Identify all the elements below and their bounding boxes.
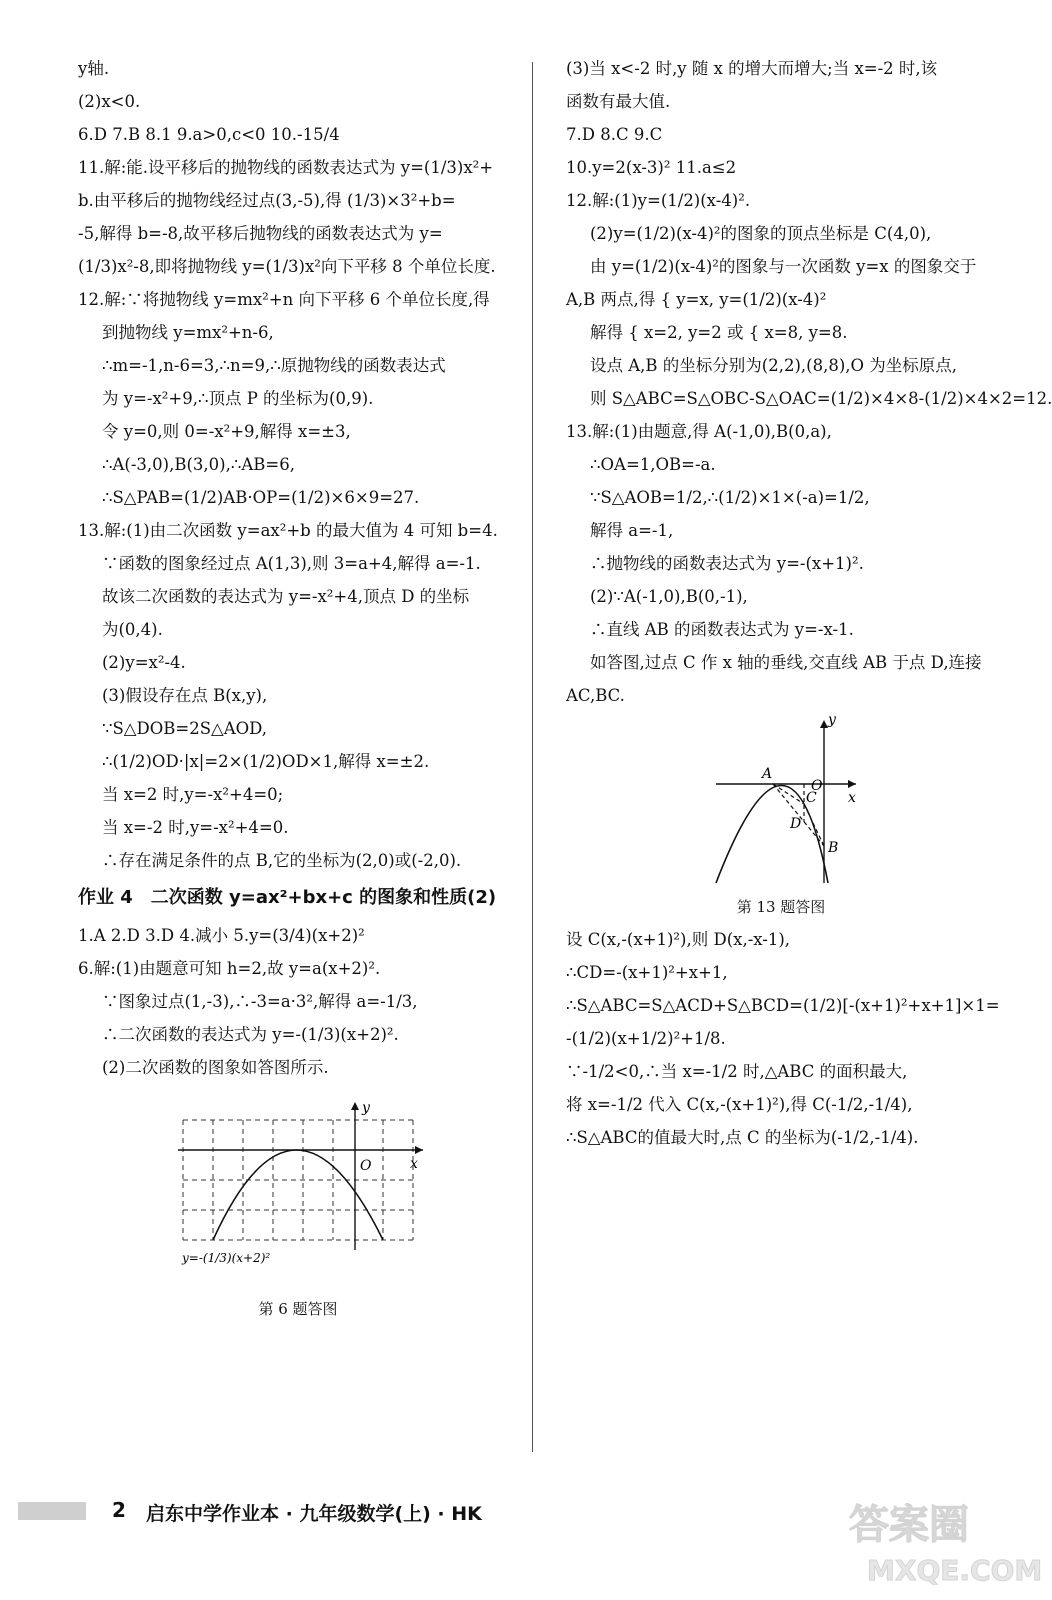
figure-13-caption: 第 13 题答图 xyxy=(736,898,826,916)
y-axis-label: y xyxy=(828,712,836,728)
watermark-url: MXQE.COM xyxy=(867,1554,1043,1587)
text-line: 到抛物线 y=mx²+n-6, xyxy=(102,323,274,342)
origin-label: O xyxy=(360,1158,372,1174)
text-line: ∴S△ABC的值最大时,点 C 的坐标为(-1/2,-1/4). xyxy=(566,1128,919,1147)
text-line: ∵S△DOB=2S△AOD, xyxy=(102,719,268,738)
parabola-curve xyxy=(213,1150,383,1240)
text-line: 13.解:(1)由题意,得 A(-1,0),B(0,a), xyxy=(566,422,832,441)
text-line: ∴CD=-(x+1)²+x+1, xyxy=(566,963,728,982)
text-line: 为 y=-x²+9,∴顶点 P 的坐标为(0,9). xyxy=(102,389,374,408)
text-line: -5,解得 b=-8,故平移后抛物线的函数表达式为 y= xyxy=(78,224,443,243)
text-line: 如答图,过点 C 作 x 轴的垂线,交直线 AB 于点 D,连接 xyxy=(590,653,982,672)
text-line: ∴S△PAB=(1/2)AB·OP=(1/2)×6×9=27. xyxy=(102,488,420,507)
point-a-label: A xyxy=(762,766,773,782)
text-line: 故该二次函数的表达式为 y=-x²+4,顶点 D 的坐标 xyxy=(102,587,470,606)
text-line: ∴(1/2)OD·|x|=2×(1/2)OD×1,解得 x=±2. xyxy=(102,752,430,771)
text-line: A,B 两点,得 { y=x, y=(1/2)(x-4)² xyxy=(566,290,827,309)
figure-13 xyxy=(566,712,996,917)
text-line: 1.A 2.D 3.D 4.减小 5.y=(3/4)(x+2)² xyxy=(78,926,365,945)
text-line: ∴A(-3,0),B(3,0),∴AB=6, xyxy=(102,455,295,474)
y-axis-arrow xyxy=(351,1102,359,1110)
text-line: 为(0,4). xyxy=(102,620,163,639)
right-column xyxy=(566,58,1052,1160)
text-line: AC,BC. xyxy=(566,686,625,705)
text-line: ∵-1/2<0,∴当 x=-1/2 时,△ABC 的面积最大, xyxy=(566,1062,908,1081)
figure-6-caption: 第 6 题答图 xyxy=(258,1300,338,1318)
y-axis-label: y xyxy=(362,1100,370,1116)
text-line: ∴S△ABC=S△ACD+S△BCD=(1/2)[-(x+1)²+x+1]×1= xyxy=(566,996,1000,1015)
y-axis-arrow xyxy=(820,720,828,728)
column-divider xyxy=(532,62,533,1452)
point-d-label: D xyxy=(790,816,802,832)
footer-decor-bar xyxy=(18,1502,86,1520)
x-axis-label: x xyxy=(848,790,856,806)
text-line: 13.解:(1)由二次函数 y=ax²+b 的最大值为 4 可知 b=4. xyxy=(78,521,498,540)
text-line: (1/3)x²-8,即将抛物线 y=(1/3)x²向下平移 8 个单位长度. xyxy=(78,257,496,276)
text-line: 12.解:∵将抛物线 y=mx²+n 向下平移 6 个单位长度,得 xyxy=(78,290,490,309)
text-line: 将 x=-1/2 代入 C(x,-(x+1)²),得 C(-1/2,-1/4), xyxy=(566,1095,913,1114)
book-title: 启东中学作业本 · 九年级数学(上) · HK xyxy=(146,1503,482,1525)
curve-label: y=-(1/3)(x+2)² xyxy=(182,1251,271,1265)
text-line: ∴OA=1,OB=-a. xyxy=(590,455,716,474)
text-line: ∵S△AOB=1/2,∴(1/2)×1×(-a)=1/2, xyxy=(590,488,870,507)
left-column xyxy=(78,58,518,1331)
text-line: ∴二次函数的表达式为 y=-(1/3)(x+2)². xyxy=(102,1025,399,1044)
section-title: 作业 4 二次函数 y=ax²+bx+c 的图象和性质(2) xyxy=(78,887,497,908)
text-line: 令 y=0,则 0=-x²+9,解得 x=±3, xyxy=(102,422,351,441)
text-line: (3)当 x<-2 时,y 随 x 的增大而增大;当 x=-2 时,该 xyxy=(566,59,938,78)
figure-13-graph xyxy=(566,712,996,888)
text-line: ∴存在满足条件的点 B,它的坐标为(2,0)或(-2,0). xyxy=(102,851,462,870)
text-line: 设点 A,B 的坐标分别为(2,2),(8,8),O 为坐标原点, xyxy=(590,356,958,375)
text-line: (2)y=(1/2)(x-4)²的图象的顶点坐标是 C(4,0), xyxy=(590,224,932,243)
text-line: b.由平移后的抛物线经过点(3,-5),得 (1/3)×3²+b= xyxy=(78,191,456,210)
figure-6 xyxy=(78,1090,518,1319)
origin-label: O xyxy=(811,778,823,794)
text-line: (2)二次函数的图象如答图所示. xyxy=(102,1058,329,1077)
page-number: 2 xyxy=(112,1498,126,1522)
text-line: 由 y=(1/2)(x-4)²的图象与一次函数 y=x 的图象交于 xyxy=(590,257,977,276)
watermark-logo xyxy=(839,1488,1043,1588)
watermark xyxy=(839,1488,1043,1588)
text-line: 10.y=2(x-3)² 11.a≤2 xyxy=(566,158,737,177)
point-b-label: B xyxy=(828,840,839,856)
text-line: 当 x=-2 时,y=-x²+4=0. xyxy=(102,818,289,837)
text-line: y轴. xyxy=(78,59,110,78)
x-axis-arrow xyxy=(415,1146,423,1154)
text-line: 当 x=2 时,y=-x²+4=0; xyxy=(102,785,284,804)
text-line: 解得 { x=2, y=2 或 { x=8, y=8. xyxy=(590,323,848,342)
text-line: (2)∵A(-1,0),B(0,-1), xyxy=(590,587,748,606)
text-line: (2)y=x²-4. xyxy=(102,653,186,672)
x-axis-label: x xyxy=(410,1156,418,1172)
text-line: 则 S△ABC=S△OBC-S△OAC=(1/2)×4×8-(1/2)×4×2=12. xyxy=(590,389,1052,408)
text-line: (3)假设存在点 B(x,y), xyxy=(102,686,268,705)
text-line: 解得 a=-1, xyxy=(590,521,674,540)
grid-lines xyxy=(183,1120,413,1240)
text-line: (2)x<0. xyxy=(78,92,141,111)
text-line: 7.D 8.C 9.C xyxy=(566,125,663,144)
text-line: ∴抛物线的函数表达式为 y=-(x+1)². xyxy=(590,554,864,573)
text-line: -(1/2)(x+1/2)²+1/8. xyxy=(566,1029,726,1048)
text-line: 12.解:(1)y=(1/2)(x-4)². xyxy=(566,191,751,210)
x-axis-arrow xyxy=(848,780,856,788)
text-line: ∴直线 AB 的函数表达式为 y=-x-1. xyxy=(590,620,854,639)
figure-6-graph xyxy=(78,1090,518,1290)
text-line: ∵图象过点(1,-3),∴-3=a·3²,解得 a=-1/3, xyxy=(102,992,418,1011)
watermark-text: 答案圈 xyxy=(849,1502,969,1548)
text-line: 11.解:能.设平移后的抛物线的函数表达式为 y=(1/3)x²+ xyxy=(78,158,494,177)
point-c-label: C xyxy=(806,790,817,806)
text-line: ∴m=-1,n-6=3,∴n=9,∴原抛物线的函数表达式 xyxy=(102,356,446,375)
text-line: ∵函数的图象经过点 A(1,3),则 3=a+4,解得 a=-1. xyxy=(102,554,481,573)
text-line: 函数有最大值. xyxy=(566,92,671,111)
text-line: 6.解:(1)由题意可知 h=2,故 y=a(x+2)². xyxy=(78,959,381,978)
text-line: 设 C(x,-(x+1)²),则 D(x,-x-1), xyxy=(566,930,791,949)
text-line: 6.D 7.B 8.1 9.a>0,c<0 10.-15/4 xyxy=(78,125,340,144)
